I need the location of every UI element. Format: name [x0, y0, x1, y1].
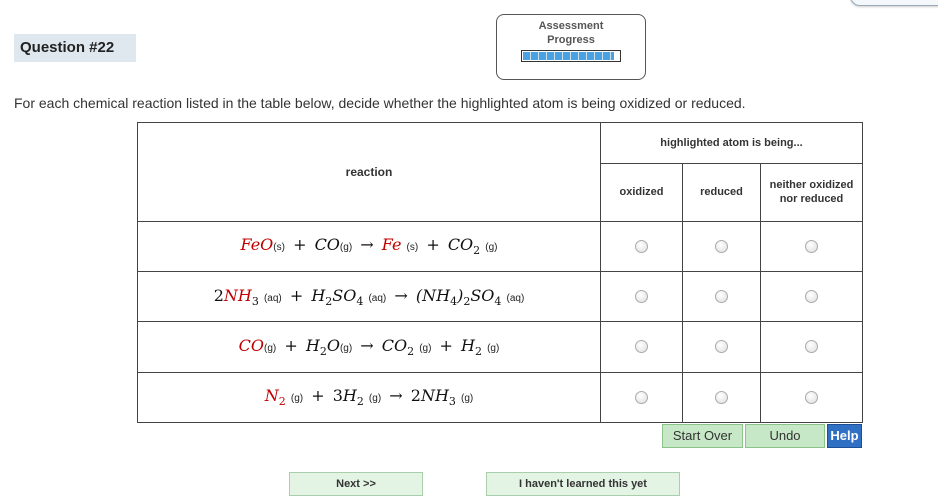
radio-cell: [601, 322, 683, 372]
eq-coefficient: 2: [410, 386, 421, 406]
instructions: For each chemical reaction listed in the table below, decide whether the highlighted atom is being oxidized or reduced.: [14, 95, 746, 111]
eq-subscript: 2: [473, 244, 481, 258]
progress-bar: [521, 50, 621, 62]
eq-phase: (aq): [263, 292, 282, 304]
eq-term: H: [305, 335, 320, 355]
eq-phase: (g): [419, 342, 432, 354]
column-neither: neither oxidized nor reduced: [761, 164, 863, 221]
eq-phase: (g): [339, 342, 353, 354]
radio-reduced-3[interactable]: [715, 340, 728, 353]
radio-neither-2[interactable]: [805, 290, 818, 303]
eq-term: SO: [332, 285, 357, 305]
start-over-button[interactable]: Start Over: [662, 424, 743, 448]
progress-title-line2: Progress: [547, 34, 595, 46]
reaction-table: [137, 122, 863, 423]
eq-phase: (g): [460, 393, 474, 405]
radio-cell: [683, 372, 761, 422]
eq-term: H: [461, 335, 475, 355]
reaction-equation-1: [138, 221, 601, 271]
radio-cell: [601, 372, 683, 422]
eq-subscript: 4: [356, 294, 364, 308]
column-oxidized: oxidized: [601, 164, 683, 221]
progress-fill: [523, 52, 614, 60]
eq-subscript: 2: [278, 395, 286, 409]
eq-term: N: [264, 386, 279, 406]
eq-term: O: [326, 335, 340, 355]
radio-cell: [683, 221, 761, 271]
highlighted-atom-header: highlighted atom is being...: [601, 123, 863, 164]
eq-subscript: 4: [450, 294, 458, 308]
eq-arrow: →: [360, 335, 374, 355]
radio-cell: [683, 271, 761, 321]
radio-oxidized-2[interactable]: [635, 290, 648, 303]
corner-tab: [850, 0, 938, 6]
eq-subscript: 2: [475, 344, 482, 358]
assessment-progress: [496, 14, 646, 80]
eq-term: SO: [470, 285, 495, 305]
next-button[interactable]: Next >>: [289, 472, 423, 496]
eq-phase: (g): [368, 393, 382, 405]
radio-cell: [761, 322, 863, 372]
reaction-equation-2: [138, 271, 601, 321]
radio-neither-4[interactable]: [805, 391, 818, 404]
radio-reduced-2[interactable]: [715, 290, 728, 303]
table-row: [138, 372, 863, 422]
eq-term: (NH: [415, 285, 451, 305]
eq-term: ): [457, 285, 464, 305]
eq-subscript: 4: [494, 294, 502, 308]
eq-operator: +: [284, 335, 298, 355]
reaction-equation-3: [138, 322, 601, 372]
column-reduced: reduced: [683, 164, 761, 221]
eq-term: Fe: [381, 235, 402, 255]
eq-term: H: [342, 386, 357, 406]
eq-subscript: 3: [448, 395, 456, 409]
eq-term: CO: [447, 235, 474, 255]
eq-arrow: →: [360, 235, 374, 255]
progress-title: [497, 19, 645, 47]
eq-subscript: 2: [325, 294, 333, 308]
help-button[interactable]: Help: [827, 424, 862, 448]
undo-button[interactable]: Undo: [745, 424, 825, 448]
eq-term: NH: [223, 285, 252, 305]
radio-reduced-1[interactable]: [715, 240, 728, 253]
radio-cell: [761, 372, 863, 422]
eq-subscript: 3: [251, 294, 259, 308]
eq-term: CO: [314, 235, 340, 255]
eq-coefficient: 2: [213, 285, 224, 305]
table-row: [138, 271, 863, 321]
eq-phase: (g): [339, 242, 353, 254]
eq-coefficient: 3: [332, 386, 343, 406]
eq-operator: +: [311, 386, 325, 406]
eq-arrow: →: [394, 285, 408, 305]
eq-phase: (g): [290, 393, 304, 405]
eq-subscript: 2: [319, 344, 327, 358]
question-label: Question #22: [14, 34, 136, 62]
eq-operator: +: [293, 235, 307, 255]
eq-subscript: 2: [463, 294, 471, 308]
reaction-header: reaction: [138, 123, 601, 222]
progress-title-line1: Assessment: [538, 20, 604, 32]
eq-term: CO: [381, 335, 408, 355]
eq-subscript: 2: [356, 395, 364, 409]
eq-term: NH: [420, 386, 449, 406]
radio-oxidized-4[interactable]: [635, 391, 648, 404]
eq-phase: (g): [485, 242, 498, 254]
radio-oxidized-1[interactable]: [635, 240, 648, 253]
radio-reduced-4[interactable]: [715, 391, 728, 404]
eq-phase: (aq): [368, 292, 387, 304]
eq-operator: +: [289, 285, 304, 305]
table-row: [138, 322, 863, 372]
table-row: [138, 221, 863, 271]
eq-term: FeO: [240, 235, 274, 255]
eq-subscript: 2: [407, 344, 415, 358]
radio-cell: [761, 271, 863, 321]
eq-phase: (g): [264, 342, 277, 354]
eq-operator: +: [439, 335, 453, 355]
eq-phase: (s): [273, 242, 285, 254]
eq-term: CO: [238, 335, 265, 355]
radio-cell: [761, 221, 863, 271]
radio-cell: [601, 221, 683, 271]
not-learned-button[interactable]: I haven't learned this yet: [486, 472, 680, 496]
radio-neither-3[interactable]: [805, 340, 818, 353]
reaction-equation-4: [138, 372, 601, 422]
radio-neither-1[interactable]: [805, 240, 818, 253]
radio-oxidized-3[interactable]: [635, 340, 648, 353]
eq-arrow: →: [389, 386, 403, 406]
eq-phase: (s): [406, 242, 419, 254]
eq-phase: (g): [487, 342, 500, 354]
eq-term: H: [311, 285, 326, 305]
eq-operator: +: [426, 235, 440, 255]
eq-phase: (aq): [506, 292, 525, 304]
radio-cell: [601, 271, 683, 321]
radio-cell: [683, 322, 761, 372]
